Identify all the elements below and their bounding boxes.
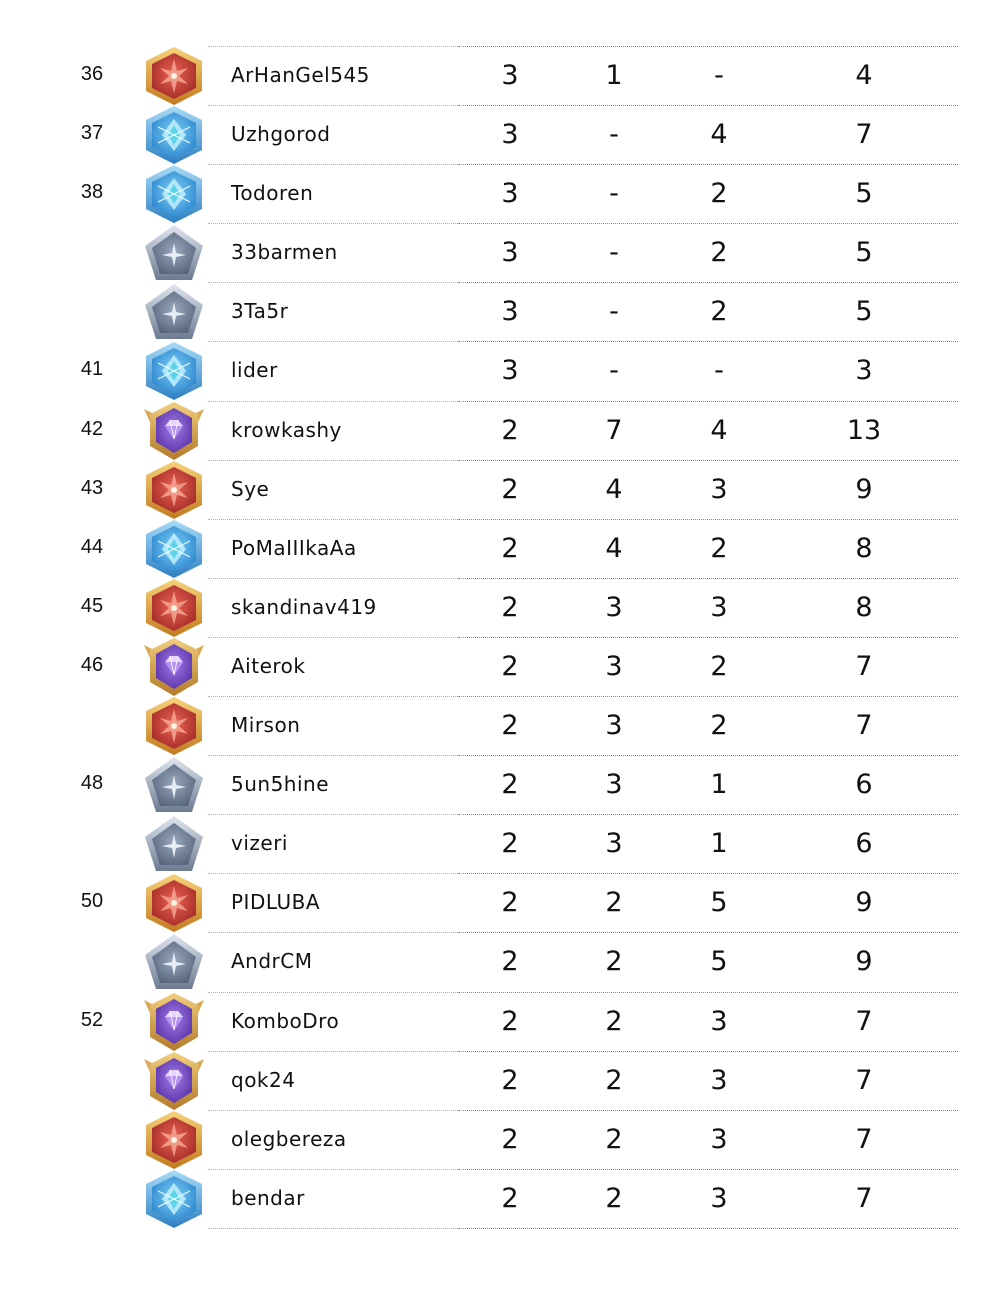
player-name: bendar: [231, 1185, 305, 1210]
rank-number: 48: [80, 772, 104, 795]
player-name: Aiterok: [231, 653, 306, 678]
row-divider-name: [208, 696, 458, 697]
player-name: vizeri: [231, 831, 288, 856]
row-divider-name: [208, 460, 458, 461]
stat-column-4: 7: [855, 1123, 873, 1155]
stat-column-1: 2: [501, 828, 519, 860]
stat-column-3: 2: [710, 532, 728, 564]
row-divider-stats: [458, 992, 958, 993]
table-row: [0, 341, 1000, 400]
stat-column-1: 2: [501, 1123, 519, 1155]
player-name: 3Ta5r: [231, 299, 289, 324]
stat-column-4: 7: [855, 650, 873, 682]
stat-column-2: 2: [605, 946, 623, 978]
row-divider-stats: [458, 223, 958, 224]
red-star-badge-icon: [140, 578, 208, 638]
table-row: [0, 578, 1000, 637]
table-bottom-divider-stats: [458, 1228, 958, 1229]
player-name: krowkashy: [231, 417, 342, 442]
stat-column-3: 4: [710, 119, 728, 151]
stat-column-3: 2: [710, 710, 728, 742]
rank-number: 42: [80, 417, 104, 440]
table-row: [0, 755, 1000, 814]
stat-column-4: 5: [855, 178, 873, 210]
row-divider-name: [208, 755, 458, 756]
stat-column-4: 5: [855, 296, 873, 328]
row-divider-name: [208, 1051, 458, 1052]
stat-column-3: 2: [710, 650, 728, 682]
row-divider-stats: [458, 1051, 958, 1052]
stat-column-4: 7: [855, 119, 873, 151]
row-divider-name: [208, 401, 458, 402]
silver-pentagon-badge-icon: [140, 755, 208, 815]
stat-column-3: 3: [710, 1182, 728, 1214]
table-row: [0, 460, 1000, 519]
row-divider-stats: [458, 341, 958, 342]
stat-column-3: 3: [710, 1123, 728, 1155]
rank-number: 37: [80, 122, 104, 145]
stat-column-4: 9: [855, 946, 873, 978]
rank-number: 52: [80, 1008, 104, 1031]
stat-column-4: 3: [855, 355, 873, 387]
row-divider-name: [208, 105, 458, 106]
stat-column-2: 1: [605, 60, 623, 91]
stat-column-3: 4: [710, 414, 728, 446]
row-divider-stats: [458, 105, 958, 106]
rank-number: 44: [80, 535, 104, 558]
table-row: [0, 814, 1000, 873]
stat-column-3: 2: [710, 296, 728, 328]
row-divider-name: [208, 164, 458, 165]
row-divider-stats: [458, 519, 958, 520]
stat-column-1: 2: [501, 1182, 519, 1214]
table-row: [0, 223, 1000, 282]
player-name: Todoren: [231, 181, 314, 206]
stat-column-3: 3: [710, 1005, 728, 1037]
stat-column-3: 5: [710, 946, 728, 978]
stat-column-2: 4: [605, 473, 623, 505]
stat-column-4: 8: [855, 532, 873, 564]
stat-column-1: 2: [501, 532, 519, 564]
stat-column-2: -: [609, 119, 619, 151]
stat-column-1: 3: [501, 119, 519, 151]
row-divider-name: [208, 992, 458, 993]
row-divider-stats: [458, 164, 958, 165]
row-divider-stats: [458, 1169, 958, 1170]
silver-pentagon-badge-icon: [140, 814, 208, 874]
purple-diamond-winged-badge-icon: [140, 637, 208, 697]
silver-pentagon-badge-icon: [140, 932, 208, 992]
row-divider-name: [208, 1110, 458, 1111]
blue-crystal-badge-icon: [140, 341, 208, 401]
stat-column-1: 2: [501, 710, 519, 742]
row-divider-name: [208, 519, 458, 520]
stat-column-2: -: [609, 237, 619, 269]
table-row: [0, 1110, 1000, 1169]
stat-column-1: 3: [501, 355, 519, 387]
row-divider-name: [208, 814, 458, 815]
row-divider-stats: [458, 460, 958, 461]
row-divider-name: [208, 637, 458, 638]
purple-diamond-winged-badge-icon: [140, 401, 208, 461]
stat-column-1: 2: [501, 887, 519, 919]
player-name: Mirson: [231, 713, 301, 738]
row-divider-stats: [458, 1110, 958, 1111]
row-divider-stats: [458, 401, 958, 402]
stat-column-3: 3: [710, 473, 728, 505]
stat-column-2: 3: [605, 710, 623, 742]
row-divider-name: [208, 341, 458, 342]
table-row: [0, 519, 1000, 578]
red-star-badge-icon: [140, 1110, 208, 1170]
stat-column-1: 2: [501, 1005, 519, 1037]
stat-column-2: -: [609, 178, 619, 210]
rank-number: 38: [80, 181, 104, 204]
stat-column-3: 2: [710, 178, 728, 210]
stat-column-1: 2: [501, 473, 519, 505]
stat-column-3: 2: [710, 237, 728, 269]
row-divider-name: [208, 46, 458, 47]
table-bottom-divider-name: [208, 1228, 458, 1229]
stat-column-4: 8: [855, 591, 873, 623]
stat-column-3: 1: [710, 828, 728, 860]
stat-column-2: 2: [605, 1005, 623, 1037]
row-divider-stats: [458, 755, 958, 756]
player-name: qok24: [231, 1067, 296, 1092]
stat-column-2: 7: [605, 414, 623, 446]
stat-column-1: 2: [501, 414, 519, 446]
rank-number: 50: [80, 890, 104, 913]
row-divider-stats: [458, 696, 958, 697]
blue-crystal-badge-icon: [140, 105, 208, 165]
stat-column-4: 6: [855, 769, 873, 801]
row-divider-name: [208, 223, 458, 224]
red-star-badge-icon: [140, 46, 208, 106]
table-row: [0, 46, 1000, 105]
row-divider-stats: [458, 932, 958, 933]
stat-column-1: 2: [501, 650, 519, 682]
stat-column-4: 7: [855, 710, 873, 742]
row-divider-stats: [458, 46, 958, 47]
stat-column-3: 3: [710, 1064, 728, 1096]
stat-column-4: 7: [855, 1005, 873, 1037]
row-divider-stats: [458, 578, 958, 579]
stat-column-4: 4: [855, 60, 873, 91]
player-name: lider: [231, 358, 278, 383]
player-name: olegbereza: [231, 1126, 347, 1151]
stat-column-1: 3: [501, 178, 519, 210]
stat-column-2: 3: [605, 828, 623, 860]
table-row: [0, 401, 1000, 460]
player-name: KomboDro: [231, 1008, 340, 1033]
stat-column-2: 3: [605, 769, 623, 801]
row-divider-name: [208, 932, 458, 933]
stat-column-1: 3: [501, 296, 519, 328]
red-star-badge-icon: [140, 460, 208, 520]
silver-pentagon-badge-icon: [140, 282, 208, 342]
player-name: PIDLUBA: [231, 890, 321, 915]
blue-crystal-badge-icon: [140, 1169, 208, 1229]
table-row: [0, 1169, 1000, 1228]
player-name: skandinav419: [231, 594, 377, 619]
stat-column-2: 2: [605, 1123, 623, 1155]
rank-number: 46: [80, 653, 104, 676]
player-name: ArHanGel545: [231, 63, 370, 87]
stat-column-2: -: [609, 296, 619, 328]
row-divider-name: [208, 282, 458, 283]
row-divider-stats: [458, 637, 958, 638]
purple-diamond-winged-badge-icon: [140, 1051, 208, 1111]
table-row: [0, 873, 1000, 932]
stat-column-3: 1: [710, 769, 728, 801]
row-divider-stats: [458, 814, 958, 815]
stat-column-2: 2: [605, 1182, 623, 1214]
stat-column-4: 7: [855, 1064, 873, 1096]
stat-column-1: 2: [501, 946, 519, 978]
stat-column-2: 4: [605, 532, 623, 564]
table-row: [0, 932, 1000, 991]
player-name: Sye: [231, 476, 270, 501]
blue-crystal-badge-icon: [140, 164, 208, 224]
stat-column-4: 13: [846, 414, 882, 446]
blue-crystal-badge-icon: [140, 519, 208, 579]
stat-column-2: -: [609, 355, 619, 387]
stat-column-4: 9: [855, 473, 873, 505]
rank-number: 45: [80, 594, 104, 617]
stat-column-3: 3: [710, 591, 728, 623]
silver-pentagon-badge-icon: [140, 223, 208, 283]
stat-column-2: 3: [605, 591, 623, 623]
stat-column-1: 3: [501, 60, 519, 91]
row-divider-name: [208, 578, 458, 579]
player-name: 33barmen: [231, 240, 338, 265]
rank-number: 36: [80, 63, 104, 85]
table-row: [0, 696, 1000, 755]
table-row: [0, 105, 1000, 164]
stat-column-2: 2: [605, 1064, 623, 1096]
row-divider-name: [208, 873, 458, 874]
table-row: [0, 164, 1000, 223]
stat-column-4: 5: [855, 237, 873, 269]
stat-column-4: 6: [855, 828, 873, 860]
leaderboard-table: [0, 46, 1000, 1228]
stat-column-3: -: [714, 60, 724, 91]
row-divider-stats: [458, 873, 958, 874]
stat-column-1: 2: [501, 591, 519, 623]
table-row: [0, 992, 1000, 1051]
player-name: PoMaIIIkaAa: [231, 535, 357, 560]
stat-column-3: -: [714, 355, 724, 387]
stat-column-4: 7: [855, 1182, 873, 1214]
stat-column-2: 3: [605, 650, 623, 682]
table-row: [0, 1051, 1000, 1110]
stat-column-2: 2: [605, 887, 623, 919]
rank-number: 41: [80, 358, 104, 381]
table-row: [0, 282, 1000, 341]
stat-column-1: 2: [501, 769, 519, 801]
rank-number: 43: [80, 476, 104, 499]
player-name: AndrCM: [231, 949, 313, 974]
red-star-badge-icon: [140, 873, 208, 933]
stat-column-1: 2: [501, 1064, 519, 1096]
table-row: [0, 637, 1000, 696]
stat-column-1: 3: [501, 237, 519, 269]
stat-column-4: 9: [855, 887, 873, 919]
row-divider-name: [208, 1169, 458, 1170]
purple-diamond-winged-badge-icon: [140, 992, 208, 1052]
stat-column-3: 5: [710, 887, 728, 919]
row-divider-stats: [458, 282, 958, 283]
red-star-badge-icon: [140, 696, 208, 756]
player-name: 5un5hine: [231, 772, 330, 797]
player-name: Uzhgorod: [231, 122, 331, 147]
